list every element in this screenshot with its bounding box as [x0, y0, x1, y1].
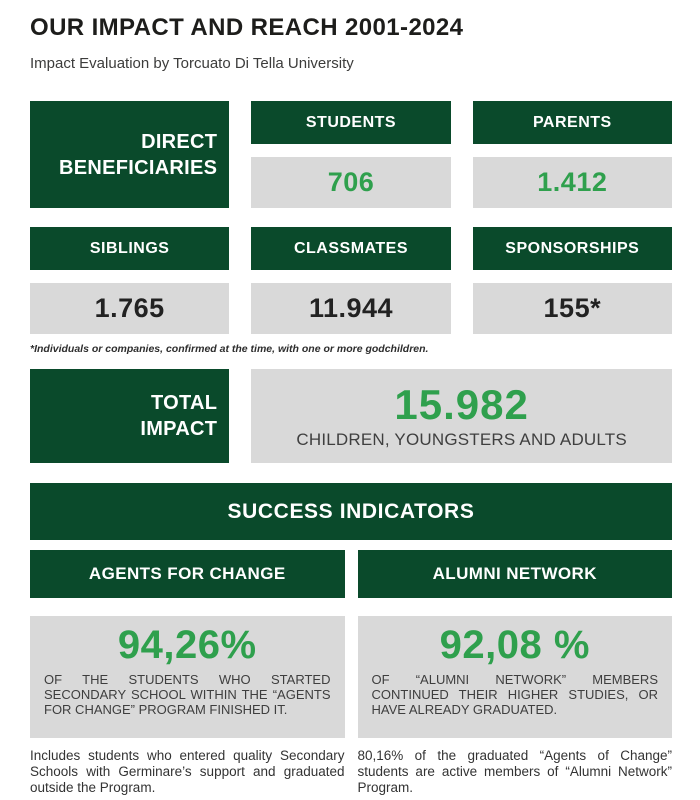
total-impact-label-line2: IMPACT: [140, 418, 218, 440]
total-impact-caption: CHILDREN, YOUNGSTERS AND ADULTS: [296, 429, 627, 449]
classmates-header: CLASSMATES: [251, 227, 450, 270]
agents-for-change-description: OF THE STUDENTS WHO STARTED SECONDARY SCHOOL WITHIN THE “AGENTS FOR CHANGE” PROGRAM FINISHED IT.: [44, 672, 331, 717]
siblings-header: SIBLINGS: [30, 227, 229, 270]
total-impact-value: 15.982: [394, 380, 529, 428]
students-header: STUDENTS: [251, 101, 450, 144]
direct-beneficiaries-label-line1: DIRECT: [141, 130, 218, 153]
success-indicators-banner: [30, 483, 672, 540]
indicator-cards-row: [30, 616, 672, 738]
alumni-network-card: [358, 616, 673, 738]
indicator-headers-row: [30, 550, 672, 598]
total-impact-box: [30, 369, 229, 463]
alumni-network-description: OF “ALUMNI NETWORK” MEMBERS CONTINUED THEIR HIGHER STUDIES, OR HAVE ALREADY GRADUATED.: [371, 672, 658, 717]
indicator-notes-row: [30, 748, 672, 796]
alumni-network-note: 80,16% of the graduated “Agents of Change” students are active members of “Alumni Network” Program.: [357, 748, 672, 795]
agents-for-change-note: Includes students who entered quality Secondary Schools with Germinare’s support and graduated outside the Program.: [30, 748, 345, 795]
classmates-stat: [251, 227, 450, 334]
parents-header: PARENTS: [473, 101, 672, 144]
siblings-value: 1.765: [30, 283, 229, 334]
direct-beneficiaries-box: [30, 101, 229, 208]
agents-for-change-card: [30, 616, 345, 738]
agents-for-change-header: AGENTS FOR CHANGE: [30, 550, 345, 598]
total-impact-label-line1: TOTAL: [151, 392, 218, 414]
direct-beneficiaries-label-line2: BENEFICIARIES: [58, 156, 218, 179]
students-stat: [251, 101, 450, 208]
success-indicators-title: SUCCESS INDICATORS: [227, 499, 475, 523]
page-subtitle: Impact Evaluation by Torcuato Di Tella University: [30, 55, 354, 72]
total-impact-value-box: [251, 369, 672, 463]
beneficiaries-row-2: [30, 227, 672, 334]
parents-stat: [473, 101, 672, 208]
page-title: OUR IMPACT AND REACH 2001-2024: [30, 14, 464, 41]
students-value: 706: [251, 157, 450, 208]
total-impact-row: [30, 369, 672, 463]
classmates-value: 11.944: [251, 283, 450, 334]
sponsorships-footnote: *Individuals or companies, confirmed at the time, with one or more godchildren.: [30, 343, 429, 355]
sponsorships-header: SPONSORSHIPS: [473, 227, 672, 270]
agents-for-change-value: 94,26%: [117, 623, 257, 667]
alumni-network-header: ALUMNI NETWORK: [358, 550, 673, 598]
alumni-network-value: 92,08 %: [439, 623, 590, 667]
beneficiaries-row-1: [30, 101, 672, 208]
sponsorships-value: 155*: [473, 283, 672, 334]
sponsorships-stat: [473, 227, 672, 334]
siblings-stat: [30, 227, 229, 334]
parents-value: 1.412: [473, 157, 672, 208]
